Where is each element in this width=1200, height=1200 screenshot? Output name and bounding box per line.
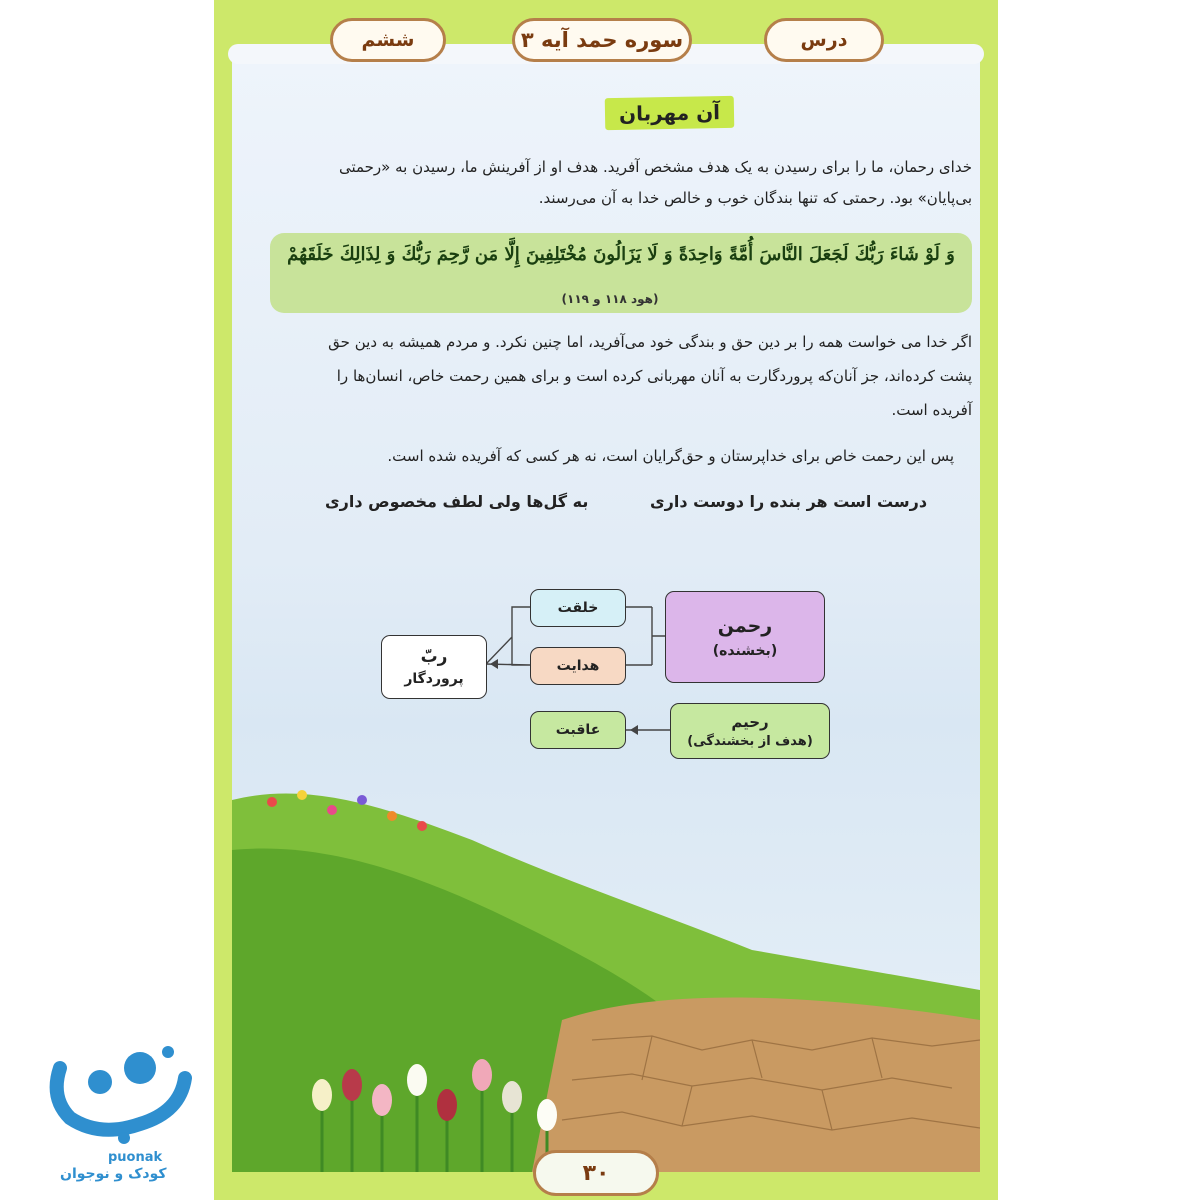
intro-line-2: بی‌پایان» بود. رحمتی که تنها بندگان خوب و خالص خدا به آن می‌رسند.	[538, 189, 972, 207]
rahman-subtitle: (بخشنده)	[712, 643, 778, 659]
puonak-logo	[40, 1038, 200, 1188]
section-title: آن مهربان	[605, 96, 735, 130]
rabb-title: ربّ	[420, 647, 448, 667]
intro-line-1: خدای رحمان، ما را برای رسیدن به یک هدف مشخص آفرید. هدف او از آفرینش ما، رسیدن به «رحمتی	[338, 158, 972, 176]
rabb-subtitle: پروردگار	[404, 671, 464, 687]
landscape-illustration	[232, 740, 980, 1172]
tab-lesson-label: درس	[764, 18, 884, 62]
hedayat-box: هدایت	[530, 647, 626, 685]
poem-hemistich-right: درست است هر بنده را دوست داری	[650, 492, 928, 511]
rahman-box	[665, 591, 825, 683]
khelghat-box: خلقت	[530, 589, 626, 627]
poem-hemistich-left: به گل‌ها ولی لطف مخصوص داری	[325, 492, 589, 511]
puonak-logo-mark	[40, 1038, 200, 1148]
tab-lesson-number: ششم	[330, 18, 446, 62]
rabb-box	[381, 635, 487, 699]
verse-reference: (هود ۱۱۸ و ۱۱۹)	[561, 292, 659, 306]
quran-verse: وَ لَوْ شَاءَ رَبُّكَ لَجَعَلَ النَّاسَ أُمَّةً وَاحِدَةً وَ لَا يَزَالُونَ مُخْتَلِفِينَ إِلَّا مَن رَّحِمَ رَبُّكَ وَ لِذَالِكَ خَلَقَهُمْ	[287, 244, 955, 265]
rahim-subtitle: (هدف از بخشندگی)	[687, 734, 813, 749]
logo-brand: puonak	[108, 1150, 163, 1165]
explanation-line-1: اگر خدا می خواست همه را بر دین حق و بندگی خود می‌آفرید، اما چنین نکرد. و مردم همیشه به دین حق	[328, 333, 972, 351]
logo-tagline: کودک و نوجوان	[60, 1166, 167, 1182]
aghebat-box: عاقبت	[530, 711, 626, 749]
page-number: ۳۰	[533, 1150, 659, 1196]
rahman-title: رحمن	[717, 615, 773, 637]
conclusion-line: پس این رحمت خاص برای خداپرستان و حق‌گرایان است، نه هر کسی که آفریده شده است.	[387, 447, 954, 465]
tab-lesson-title: سوره حمد آیه ۳	[512, 18, 692, 62]
explanation-line-2: پشت کرده‌اند، جز آنان‌که پروردگارت به آنان مهربانی کرده است و برای همین رحمت خاص، انسان‌ها را	[336, 367, 972, 385]
explanation-line-3: آفریده است.	[891, 401, 972, 419]
rahim-title: رحیم	[731, 713, 769, 731]
